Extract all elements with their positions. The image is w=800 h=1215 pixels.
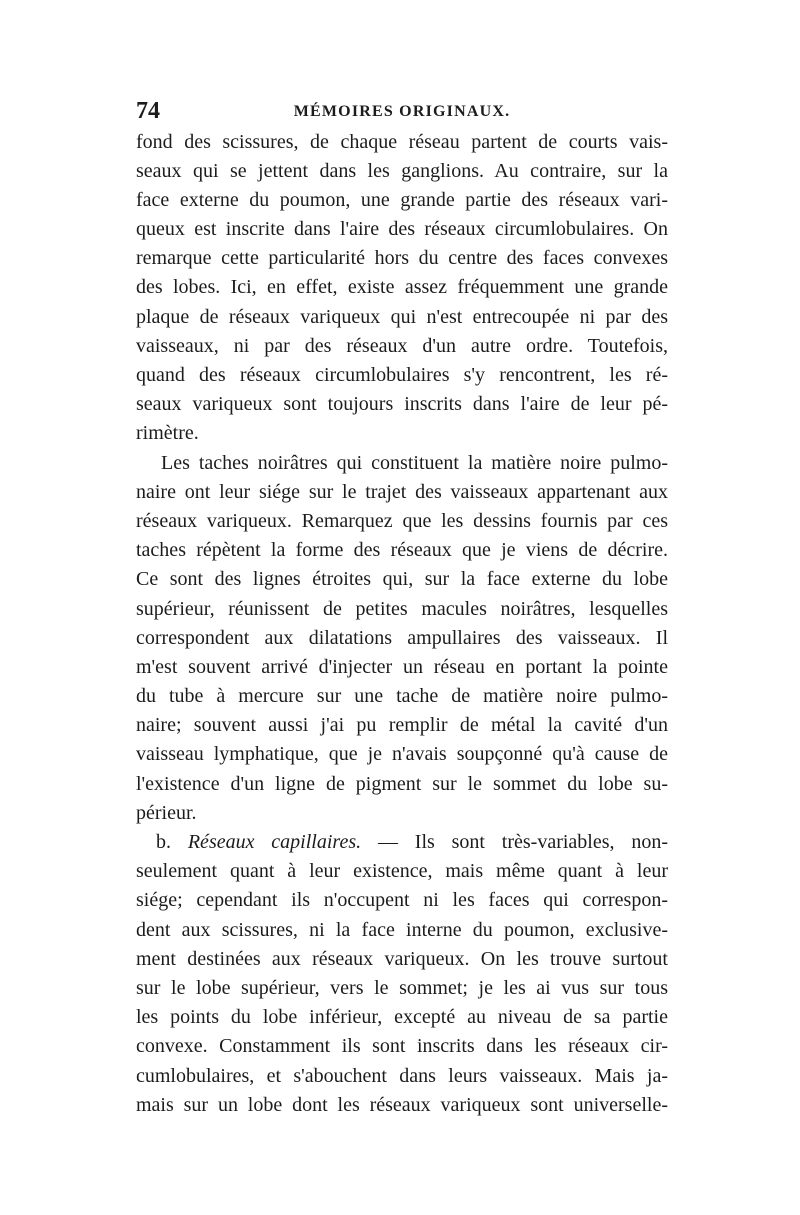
page-number: 74 (136, 98, 160, 124)
text-line: face externe du poumon, une grande partie des réseaux vari- (136, 188, 668, 211)
text-line: des lobes. Ici, en effet, existe assez fréquemment une grande (136, 276, 668, 299)
section-title: Réseaux capillaires. (187, 831, 362, 853)
page-header (136, 96, 668, 126)
text-line: périeur. (136, 801, 197, 824)
text-line: seaux variqueux sont toujours inscrits dans l'aire de leur pé- (136, 393, 668, 416)
text-line: dent aux scissures, ni la face interne du poumon, exclusive- (136, 918, 668, 941)
text-line: plaque de réseaux variqueux qui n'est entrecoupée ni par des (136, 305, 668, 328)
text-line: cumlobulaires, et s'abouchent dans leurs vaisseaux. Mais ja- (136, 1064, 668, 1087)
text-line: Ce sont des lignes étroites qui, sur la face externe du lobe (136, 568, 668, 591)
text-line: Les taches noirâtres qui constituent la matière noire pulmo- (161, 451, 668, 474)
text-line: remarque cette particularité hors du centre des faces convexes (136, 247, 668, 270)
text-line: réseaux variqueux. Remarquez que les dessins fournis par ces (136, 509, 668, 532)
text-fragment: — Ils sont très-variables, non- (361, 831, 669, 853)
text-line: taches répètent la forme des réseaux que je viens de décrire. (136, 539, 668, 562)
text-line: siége; cependant ils n'occupent ni les faces qui correspon- (136, 889, 668, 912)
text-line: seulement quant à leur existence, mais même quant à leur (136, 860, 668, 883)
text-line: sur le lobe supérieur, vers le sommet; je les ai vus sur tous (136, 976, 668, 999)
text-line (136, 828, 668, 857)
text-line: queux est inscrite dans l'aire des réseaux circumlobulaires. On (136, 218, 668, 241)
text-line: mais sur un lobe dont les réseaux variqueux sont universelle- (136, 1093, 668, 1116)
text-line: du tube à mercure sur une tache de matière noire pulmo- (136, 685, 668, 708)
text-line: ment destinées aux réseaux variqueux. On les trouve surtout (136, 947, 668, 970)
text-line: correspondent aux dilatations ampullaires des vaisseaux. Il (136, 626, 668, 649)
text-line: l'existence d'un ligne de pigment sur le sommet du lobe su- (136, 772, 668, 795)
body-text (136, 128, 668, 1120)
text-line: vaisseaux, ni par des réseaux d'un autre ordre. Toutefois, (136, 334, 668, 357)
text-line: seaux qui se jettent dans les ganglions. Au contraire, sur la (136, 159, 668, 182)
section-label: b. (156, 831, 171, 853)
text-line: convexe. Constamment ils sont inscrits dans les réseaux cir- (136, 1035, 668, 1058)
text-line: les points du lobe inférieur, excepté au niveau de sa partie (136, 1006, 668, 1029)
text-line: naire ont leur siége sur le trajet des vaisseaux appartenant aux (136, 480, 668, 503)
text-line: fond des scissures, de chaque réseau partent de courts vais- (136, 130, 668, 153)
paragraph-3 (136, 828, 668, 1120)
text-line: naire; souvent aussi j'ai pu remplir de métal la cavité d'un (136, 714, 668, 737)
text-line: vaisseau lymphatique, que je n'avais soupçonné qu'à cause de (136, 743, 668, 766)
paragraph-1 (136, 128, 668, 449)
text-line: rimètre. (136, 422, 199, 445)
text-line: m'est souvent arrivé d'injecter un réseau en portant la pointe (136, 655, 668, 678)
text-line: supérieur, réunissent de petites macules noirâtres, lesquelles (136, 597, 668, 620)
text-line: quand des réseaux circumlobulaires s'y rencontrent, les ré- (136, 364, 668, 386)
running-title: MÉMOIRES ORIGINAUX. (293, 103, 511, 120)
paragraph-2 (136, 449, 668, 828)
